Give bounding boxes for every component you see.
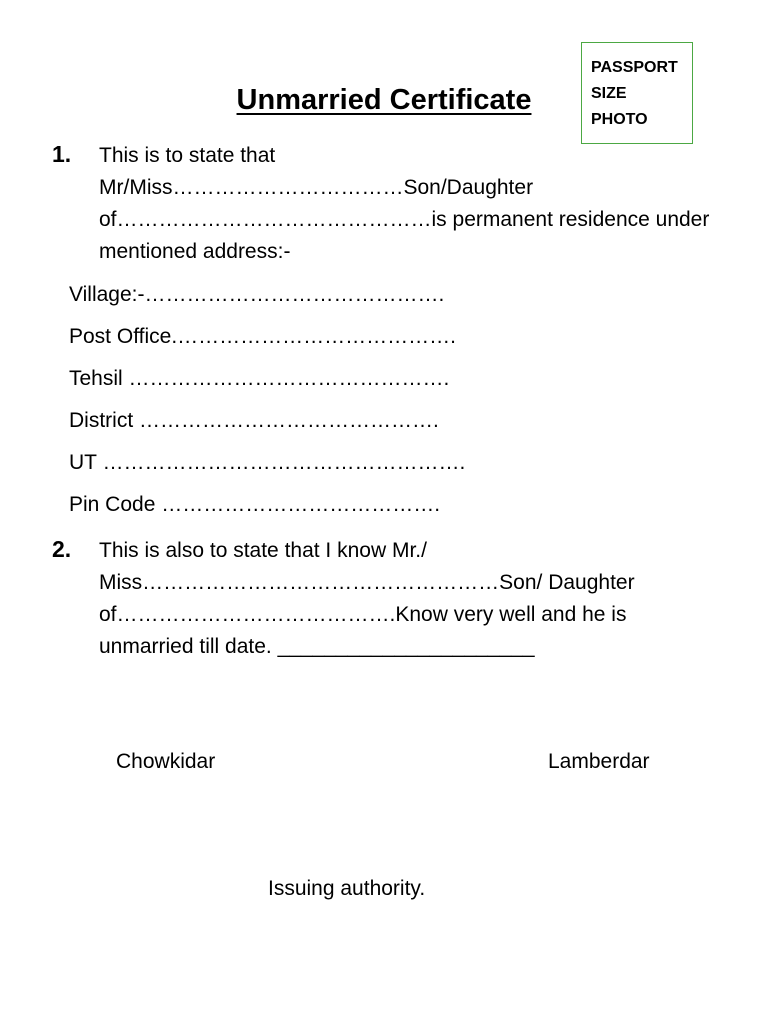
lamberdar-signature-label: Lamberdar [548, 750, 650, 773]
pin-code-field: Pin Code …………………………………. [69, 493, 441, 516]
photo-box-line-1: PASSPORT [591, 59, 678, 76]
photo-box-line-3: PHOTO [591, 111, 648, 128]
post-office-field: Post Office.…………………………………. [69, 325, 456, 348]
section-1-text [99, 140, 709, 268]
ut-field: UT ……………………………………………. [69, 451, 466, 474]
section-2-line-4: unmarried till date. ______________________ [99, 635, 535, 658]
section-2-number: 2. [52, 536, 72, 562]
section-1-line-4: mentioned address:- [99, 240, 291, 263]
section-1-line-3: of………………………………………is permanent residence under [99, 208, 710, 231]
document-title: Unmarried Certificate [236, 84, 532, 116]
section-2-line-2: Miss……………………………………………Son/ Daughter [99, 571, 635, 594]
section-2-text [99, 535, 635, 663]
section-2-line-3: of………………………………….Know very well and he is [99, 603, 627, 626]
section-1-number: 1. [52, 141, 72, 167]
district-field: District ……………………………………. [69, 409, 439, 432]
tehsil-field: Tehsil ………………………………………. [69, 367, 450, 390]
section-2-line-1: This is also to state that I know Mr./ [99, 539, 427, 562]
section-1-line-1: This is to state that [99, 144, 276, 167]
chowkidar-signature-label: Chowkidar [116, 750, 216, 773]
photo-box-line-2: SIZE [591, 85, 627, 102]
village-field: Village:-……………………………………. [69, 283, 445, 306]
issuing-authority-label: Issuing authority. [268, 877, 426, 900]
section-1-line-2: Mr/Miss……………………………Son/Daughter [99, 176, 534, 199]
